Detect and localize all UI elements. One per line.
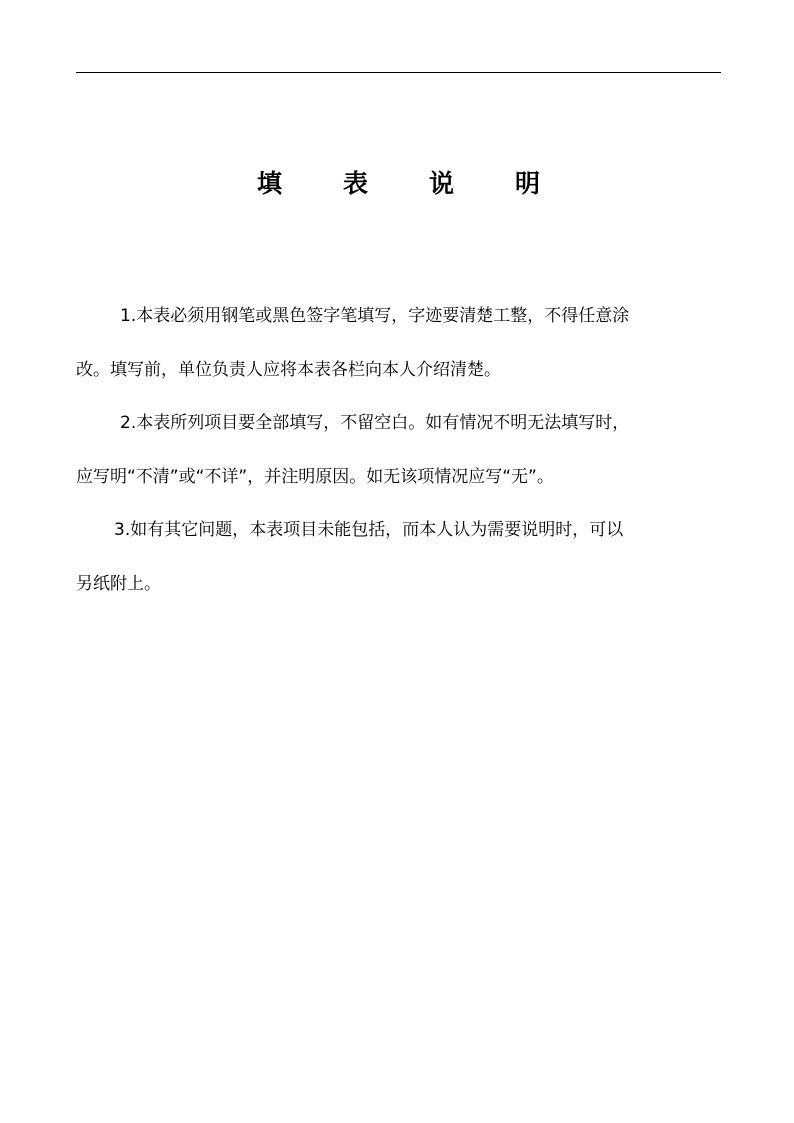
title-char: 填 [256,169,282,198]
paragraph-line: 3.如有其它问题，本表项目未能包括，而本人认为需要说明时，可以 [114,520,624,540]
instruction-paragraph-3 [76,503,721,611]
header-rule [76,72,721,73]
paragraph-line: 另纸附上。 [76,574,161,594]
instruction-paragraph-2 [76,396,721,504]
title-char: 说 [428,169,454,198]
paragraph-line: 2.本表所列项目要全部填写，不留空白。如有情况不明无法填写时， [120,413,630,433]
paragraph-line: 应写明“不清”或“不详”，并注明原因。如无该项情况应写“无”。 [76,467,554,487]
title-char: 表 [342,169,368,198]
instruction-paragraph-1 [76,289,721,397]
page-title [76,162,721,202]
title-char: 明 [514,169,540,198]
paragraph-line: 改。填写前，单位负责人应将本表各栏向本人介绍清楚。 [76,360,501,380]
paragraph-line: 1.本表必须用钢笔或黑色签字笔填写，字迹要清楚工整，不得任意涂 [120,306,630,326]
